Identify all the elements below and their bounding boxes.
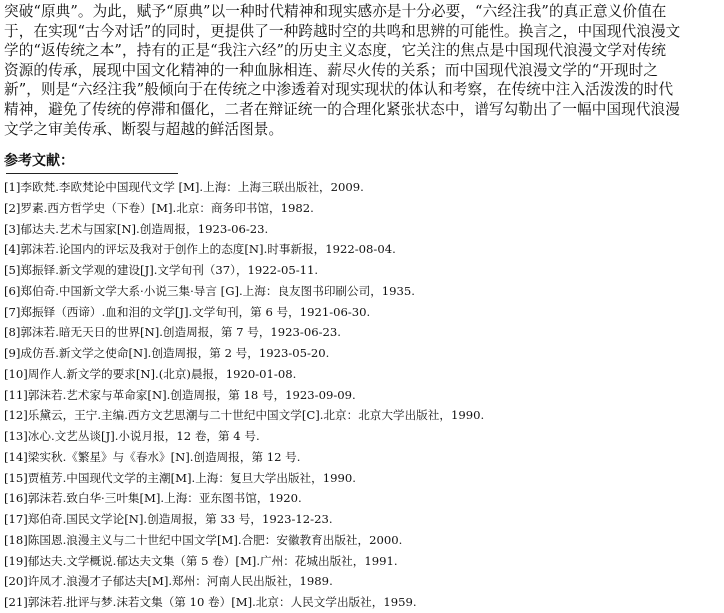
reference-item: [10]周作人.新文学的要求[N].(北京)晨报，1920-01-08. <box>4 366 297 381</box>
reference-item: [16]郭沫若.致白华·三叶集[M].上海：亚东图书馆，1920. <box>4 491 302 506</box>
reference-item: [13]冰心.文艺丛谈[J].小说月报，12 卷，第 4 号. <box>4 429 260 443</box>
reference-item: [15]贾植芳.中国现代文学的主潮[M].上海：复旦大学出版社，1990. <box>4 470 356 485</box>
reference-item: [1]李欧梵.李欧梵论中国现代文学 [M].上海：上海三联出版社，2009. <box>4 180 364 194</box>
reference-item: [3]郁达夫.艺术与国家[N].创造周报，1923-06-23. <box>4 221 269 236</box>
reference-item: [17]郑伯奇.国民文学论[N].创造周报，第 33 号，1923-12-23. <box>4 512 333 526</box>
reference-item: [11]郭沫若.艺术家与革命家[N].创造周报，第 18 号，1923-09-09. <box>4 387 356 402</box>
reference-item: [8]郭沫若.暗无天日的世界[N].创造周报，第 7 号，1923-06-23. <box>4 325 341 340</box>
reference-item: [9]成仿吾.新文学之使命[N].创造周报，第 2 号，1923-05-20. <box>4 346 330 360</box>
reference-item: [5]郑振铎.新文学观的建设[J].文学旬刊（37），1922-05-11. <box>4 263 319 277</box>
reference-item: [19]郁达夫.文学概说.郁达夫文集（第 5 卷）[M].广州：花城出版社，1991. <box>4 553 398 568</box>
reference-item: [4]郭沫若.论国内的评坛及我对于创作上的态度[N].时事新报，1922-08-04. <box>4 242 396 257</box>
reference-item: [21]郭沫若.批评与梦.沫若文集（第 10 卷）[M].北京：人民文学出版社，1959. <box>4 595 417 609</box>
reference-item: [6]郑伯奇.中国新文学大系·小说三集·导言 [G].上海：良友图书印刷公司，1935. <box>4 283 415 298</box>
body-line: 精神，避免了传统的停滞和僵化，二者在辩证统一的合理化紧张状态中，谱写勾勒出了一幅中国现代浪漫 <box>4 101 680 118</box>
reference-item: [14]梁实秋.《繁星》与《春水》[N].创造周报，第 12 号. <box>4 449 301 464</box>
reference-item: [2]罗素.西方哲学史（下卷）[M].北京：商务印书馆，1982. <box>4 200 314 215</box>
body-line: 文学之审美传承、断裂与超越的鲜活图景。 <box>4 120 284 138</box>
reference-item: [12]乐黛云，王宁.主编.西方文艺思潮与二十世纪中国文学[C].北京：北京大学出版社，1990. <box>4 408 485 423</box>
references-list <box>4 177 720 613</box>
references-heading: 参考文献： <box>4 153 74 169</box>
reference-item: [18]陈国恩.浪漫主义与二十世纪中国文学[M].合肥：安徽教育出版社，2000. <box>4 532 403 547</box>
reference-item: [7]郑振铎（西谛）.血和泪的文学[J].文学旬刊，第 6 号，1921-06-30. <box>4 304 371 319</box>
body-line: 学的“返传统之本”，持有的正是“我注六经”的历史主义态度，它关注的焦点是中国现代浪漫文学对传统 <box>4 42 667 60</box>
body-line: 资源的传承，展现中国文化精神的一种血脉相连、薪尽火传的关系；而中国现代浪漫文学的“开现时之 <box>4 61 659 79</box>
body-line: 突破“原典”。为此，赋予“原典”以一种时代精神和现实感亦是十分必要，“六经注我”的真正意义价值在 <box>4 3 667 20</box>
body-line: 于，在实现“古今对话”的同时，更提供了一种跨越时空的共鸣和思辨的可能性。换言之，中国现代浪漫文 <box>4 22 681 40</box>
body-line: 新”，则是“六经注我”般倾向于在传统之中渗透着对现实现状的体认和考察，在传统中注入活泼泼的时代 <box>4 81 674 99</box>
footnote-separator <box>6 173 178 174</box>
reference-item: [20]许凤才.浪漫才子郁达夫[M].郑州：河南人民出版社，1989. <box>4 574 333 589</box>
